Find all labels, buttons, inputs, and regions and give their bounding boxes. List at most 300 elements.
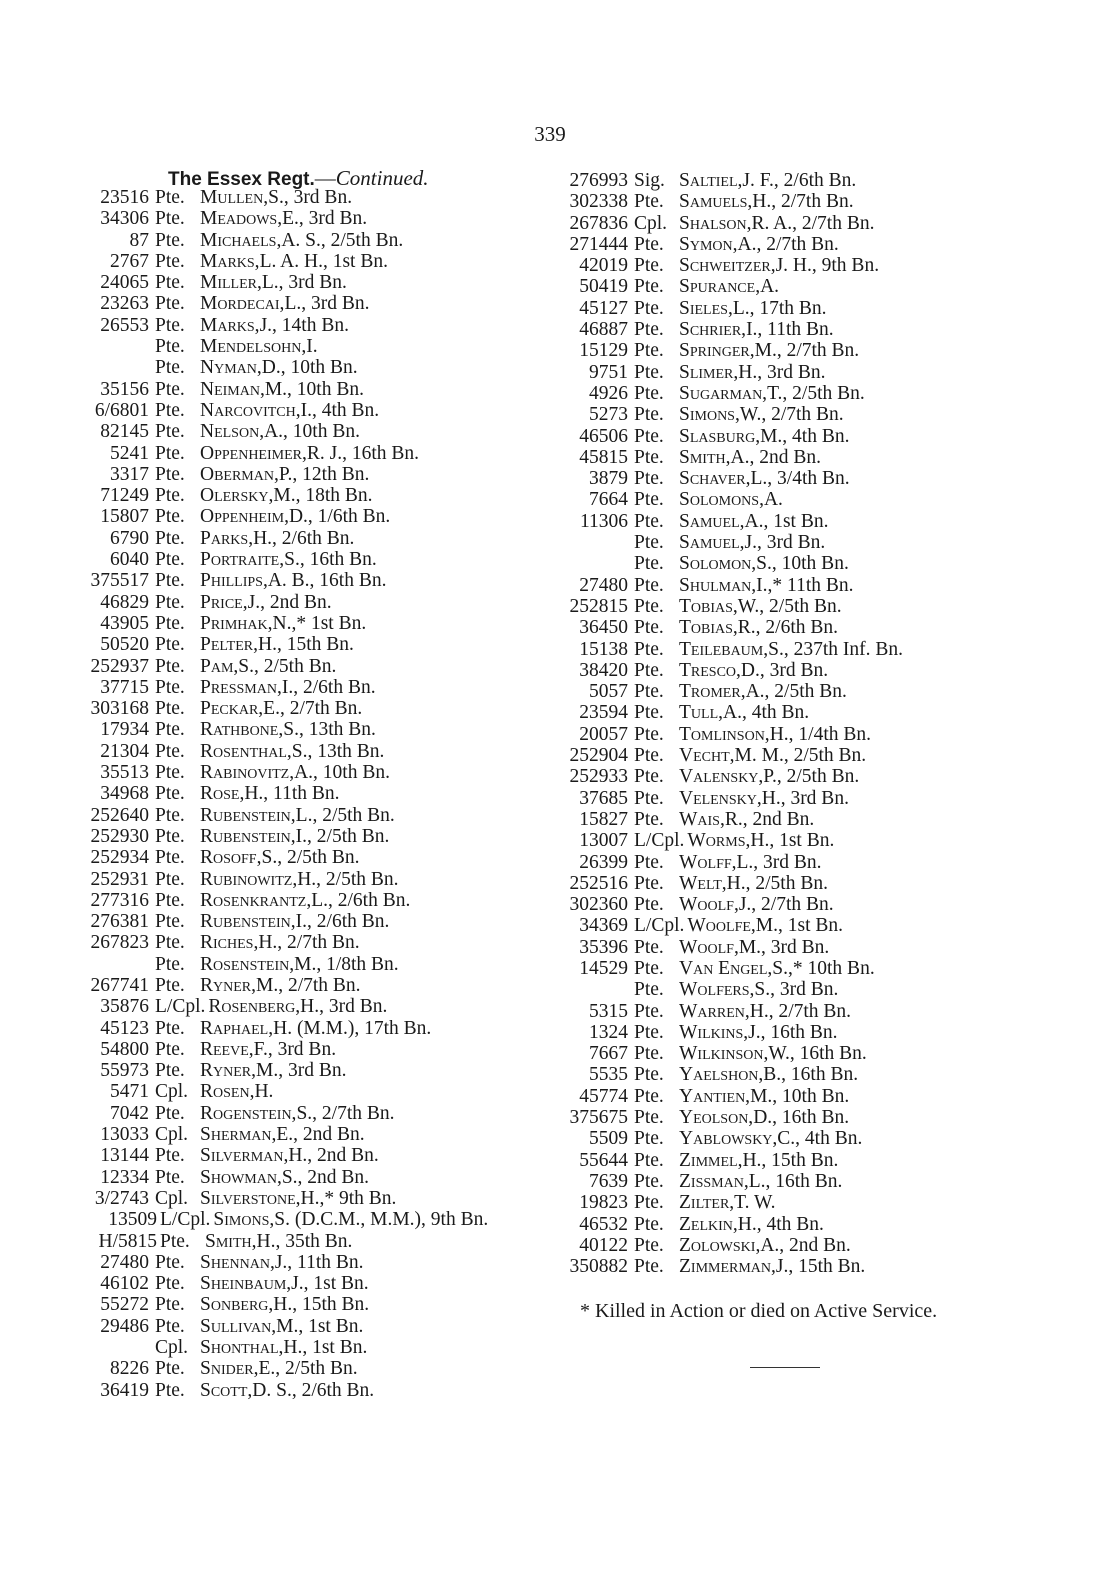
rank: Pte. [634, 681, 664, 703]
rank: Pte. [634, 595, 664, 617]
roll-entry [60, 656, 488, 677]
service-number [548, 979, 634, 1000]
rank: Pte. [155, 612, 185, 634]
details: M., 4th Bn. [760, 425, 850, 447]
surname: Symon, [679, 233, 738, 255]
rank: L/Cpl. [634, 830, 685, 852]
surname: Phillips, [200, 570, 268, 592]
service-number: 2767 [110, 250, 149, 272]
service-number: 267836 [569, 212, 628, 234]
rank: Pte. [155, 208, 185, 230]
rank: Pte. [634, 361, 664, 383]
surname: Samuel, [679, 532, 745, 554]
surname: Shulman, [679, 574, 757, 596]
service-number: 34369 [579, 915, 628, 937]
service-number: 267823 [90, 932, 149, 954]
surname: Meadows, [200, 208, 283, 230]
roll-entry [548, 894, 903, 915]
details: L., 3rd Bn. [736, 851, 822, 873]
surname: Zelkin, [679, 1213, 738, 1235]
service-number: 5535 [589, 1064, 628, 1086]
service-number: 7042 [110, 1102, 149, 1124]
details: J., 11th Bn. [274, 1251, 364, 1273]
surname: Sonberg, [200, 1294, 274, 1316]
surname: Sheinbaum, [200, 1273, 292, 1295]
right-column [548, 170, 903, 1277]
roll-entry [548, 532, 903, 553]
service-number: 5471 [110, 1081, 149, 1103]
service-number: 7664 [589, 489, 628, 511]
rank: Pte. [155, 868, 185, 890]
rank: Pte. [155, 527, 185, 549]
surname: Zimmel, [679, 1149, 743, 1171]
roll-entry [548, 319, 903, 340]
surname: Price, [200, 591, 248, 613]
roll-entry [60, 719, 488, 740]
service-number: 20057 [579, 723, 628, 745]
surname: Tresco, [679, 659, 741, 681]
service-number: 17934 [100, 719, 149, 741]
service-number: 45774 [579, 1085, 628, 1107]
surname: Zolowski, [679, 1234, 761, 1256]
roll-entry [60, 1060, 488, 1081]
details: R. A., 2/7th Bn. [751, 212, 875, 234]
details: H., 15th Bn. [742, 1149, 839, 1171]
service-number: 6/6801 [94, 399, 149, 421]
details: S., 2nd Bn. [281, 1166, 370, 1188]
rank: Pte. [634, 468, 664, 490]
roll-entry [548, 553, 903, 574]
surname: Rosenthal, [200, 740, 292, 762]
surname: Teilebaum, [679, 638, 769, 660]
rank: Pte. [634, 1107, 664, 1129]
surname: Tobias, [679, 595, 738, 617]
details: M., 2/7th Bn. [256, 974, 361, 996]
service-number: 35396 [579, 936, 628, 958]
rank: Sig. [634, 170, 665, 191]
details: A., 10th Bn. [294, 762, 390, 784]
rank: Pte. [160, 1230, 190, 1252]
service-number: 7639 [589, 1170, 628, 1192]
details: A., 2/7th Bn. [737, 233, 839, 255]
roll-entry [60, 400, 488, 421]
details: M., 10th Bn. [750, 1085, 850, 1107]
rank: Pte. [155, 399, 185, 421]
roll-entry [548, 1001, 903, 1022]
details: I., 2/5th Bn. [295, 825, 390, 847]
rank: Pte. [155, 506, 185, 528]
roll-entry [548, 1150, 903, 1171]
service-number [548, 553, 634, 574]
surname: Zissman, [679, 1170, 749, 1192]
details: A., 10th Bn. [264, 421, 360, 443]
rank: Pte. [155, 1315, 185, 1337]
surname: Worms, [687, 830, 751, 852]
rank: Pte. [155, 485, 185, 507]
roll-entry [60, 741, 488, 762]
details: A. S., 2/5th Bn. [281, 229, 404, 251]
service-number: 45123 [100, 1017, 149, 1039]
page-number: 339 [534, 122, 566, 146]
surname: Vecht, [679, 745, 735, 767]
service-number: 15138 [579, 638, 628, 660]
service-number: 46829 [100, 591, 149, 613]
service-number: 24065 [100, 272, 149, 294]
service-number: 23263 [100, 293, 149, 315]
roll-entry [60, 1018, 488, 1039]
rank: Pte. [155, 1017, 185, 1039]
rank: Pte. [634, 446, 664, 468]
service-number: 12334 [100, 1166, 149, 1188]
details: E., 2nd Bn. [276, 1124, 365, 1146]
roll-entry [60, 634, 488, 655]
rank: Pte. [634, 233, 664, 255]
details: S. (D.C.M., M.M.), 9th Bn. [274, 1209, 489, 1231]
service-number: 27480 [579, 574, 628, 596]
service-number: 303168 [90, 698, 149, 720]
service-number: 55272 [100, 1294, 149, 1316]
surname: Simons, [213, 1209, 275, 1231]
rank: Pte. [634, 1192, 664, 1214]
roll-entry [548, 958, 903, 979]
surname: Rabinovitz, [200, 762, 295, 784]
surname: Solomons, [679, 489, 764, 511]
roll-entry [60, 847, 488, 868]
service-number: 55644 [579, 1149, 628, 1171]
rank: Pte. [634, 1000, 664, 1022]
roll-entry [60, 996, 488, 1017]
service-number: 82145 [100, 421, 149, 443]
roll-entry [60, 1188, 488, 1209]
service-number: 34968 [100, 783, 149, 805]
roll-entry [60, 762, 488, 783]
roll-entry [548, 234, 903, 255]
service-number: 54800 [100, 1038, 149, 1060]
details: H., 2/7th Bn. [752, 191, 854, 213]
service-number: 13033 [100, 1124, 149, 1146]
roll-entry [60, 677, 488, 698]
footnote: * Killed in Action or died on Active Service. [580, 1300, 938, 1322]
surname: Wais, [679, 808, 725, 830]
details: I. [306, 336, 318, 358]
rank: Pte. [155, 953, 185, 975]
roll-entry [548, 1171, 903, 1192]
roll-entry [60, 379, 488, 400]
rank: Pte. [155, 570, 185, 592]
roll-entry [548, 766, 903, 787]
surname: Rogenstein, [200, 1102, 297, 1124]
roll-entry [548, 426, 903, 447]
roll-entry [548, 1022, 903, 1043]
roll-entry [60, 1209, 488, 1230]
roll-entry [548, 1086, 903, 1107]
service-number: 276381 [90, 911, 149, 933]
service-number: 277316 [90, 889, 149, 911]
service-number: 35513 [100, 762, 149, 784]
rank: Pte. [155, 357, 185, 379]
service-number: 14529 [579, 957, 628, 979]
details: M., 3rd Bn. [256, 1060, 347, 1082]
roll-entry [548, 745, 903, 766]
surname: Ryner, [200, 1060, 256, 1082]
rank: L/Cpl. [155, 996, 206, 1018]
details: H.,* 9th Bn. [300, 1187, 397, 1209]
details: A. [760, 276, 780, 298]
roll-entry [60, 485, 488, 506]
surname: Woolf, [679, 936, 739, 958]
details: J., 14th Bn. [259, 314, 349, 336]
rank: Pte. [155, 1358, 185, 1380]
details: S., 2/5th Bn. [261, 847, 360, 869]
surname: Wilkins, [679, 1021, 749, 1043]
roll-entry [548, 447, 903, 468]
details: R., 2/6th Bn. [737, 617, 839, 639]
rank: Pte. [634, 1256, 664, 1278]
rank: Pte. [155, 1273, 185, 1295]
details: S., 2/7th Bn. [296, 1102, 395, 1124]
service-number: H/5815 [98, 1230, 157, 1252]
rank: Pte. [155, 974, 185, 996]
rank: Cpl. [155, 1337, 189, 1359]
service-number: 46102 [100, 1273, 149, 1295]
roll-entry [548, 937, 903, 958]
rank: Pte. [634, 787, 664, 809]
details: M., 2/7th Bn. [754, 340, 860, 362]
rank: L/Cpl. [160, 1209, 211, 1231]
surname: Samuel, [679, 510, 745, 532]
roll-entry [548, 1235, 903, 1256]
roll-entry [60, 932, 488, 953]
rank: Pte. [155, 889, 185, 911]
service-number: 5057 [589, 681, 628, 703]
details: D. S., 2/6th Bn. [252, 1379, 375, 1401]
roll-entry [548, 1128, 903, 1149]
surname: Schaver, [679, 468, 751, 490]
details: A., 4th Bn. [723, 702, 810, 724]
details: I.,* 11th Bn. [756, 574, 854, 596]
roll-entry [60, 421, 488, 442]
rank: Pte. [155, 1294, 185, 1316]
roll-entry [548, 383, 903, 404]
rank: Pte. [155, 634, 185, 656]
details: H., 1st Bn. [750, 830, 835, 852]
roll-entry [548, 1214, 903, 1235]
surname: Snider, [200, 1358, 259, 1380]
surname: Welt, [679, 872, 727, 894]
surname: Rubinowitz, [200, 868, 298, 890]
surname: Shalson, [679, 212, 752, 234]
surname: Neiman, [200, 378, 265, 400]
details: S., 16th Bn. [284, 549, 377, 571]
surname: Michaels, [200, 229, 282, 251]
surname: Pam, [200, 655, 239, 677]
details: H., 3rd Bn. [761, 787, 849, 809]
details: H., 2nd Bn. [288, 1145, 379, 1167]
service-number: 252930 [90, 825, 149, 847]
details: H., 2/7th Bn. [749, 1000, 852, 1022]
service-number: 3317 [110, 463, 149, 485]
rank: Pte. [155, 187, 185, 208]
details: T. W. [734, 1192, 776, 1214]
rank: Pte. [155, 1145, 185, 1167]
rank: Pte. [634, 1021, 664, 1043]
service-number: 38420 [579, 659, 628, 681]
roll-entry [548, 1256, 903, 1277]
service-number: 23594 [579, 702, 628, 724]
surname: Oppenheimer, [200, 442, 307, 464]
rank: Pte. [634, 191, 664, 213]
service-number: 6790 [110, 527, 149, 549]
surname: Yaelshon, [679, 1064, 764, 1086]
details: P., 2/5th Bn. [763, 766, 860, 788]
service-number [60, 336, 155, 357]
rank: Cpl. [155, 1081, 189, 1103]
details: W., 2/7th Bn. [739, 404, 844, 426]
surname: Smith, [679, 446, 731, 468]
service-number: 40122 [579, 1234, 628, 1256]
rank: Pte. [155, 229, 185, 251]
rank: Pte. [155, 378, 185, 400]
surname: Portraite, [200, 549, 285, 571]
rank: Pte. [634, 553, 664, 575]
roll-entry [548, 213, 903, 234]
rank: Pte. [155, 1060, 185, 1082]
roll-entry [548, 404, 903, 425]
roll-entry [548, 511, 903, 532]
service-number: 375675 [569, 1107, 628, 1129]
service-number: 1324 [589, 1021, 628, 1043]
rank: L/Cpl. [634, 915, 685, 937]
rank: Pte. [155, 1379, 185, 1401]
rank: Pte. [634, 851, 664, 873]
surname: Yantien, [679, 1085, 751, 1107]
details: S., 10th Bn. [756, 553, 849, 575]
surname: Raphael, [200, 1017, 274, 1039]
roll-entry [60, 357, 488, 378]
service-number: 37715 [100, 676, 149, 698]
details: H., 3rd Bn. [300, 996, 388, 1018]
roll-entry [60, 506, 488, 527]
details: L., 16th Bn. [748, 1170, 843, 1192]
roll-entry [548, 489, 903, 510]
details: H., 1/4th Bn. [769, 723, 871, 745]
rank: Pte. [155, 421, 185, 443]
details: A. B., 16th Bn. [267, 570, 387, 592]
details: H., 2/7th Bn. [258, 932, 360, 954]
details: M., 10th Bn. [264, 378, 364, 400]
roll-entry [548, 702, 903, 723]
roll-entry [548, 873, 903, 894]
roll-entry [60, 443, 488, 464]
roll-entry [60, 826, 488, 847]
roll-entry [60, 869, 488, 890]
details: T., 2/5th Bn. [767, 382, 865, 404]
rank: Pte. [155, 314, 185, 336]
rank: Pte. [634, 489, 664, 511]
surname: Mordecai, [200, 293, 285, 315]
service-number: 13509 [108, 1209, 157, 1231]
surname: Velensky, [679, 787, 762, 809]
rank: Cpl. [634, 212, 668, 234]
details: M., 1st Bn. [755, 915, 844, 937]
details: W., 2/5th Bn. [737, 595, 842, 617]
details: P., 12th Bn. [278, 463, 370, 485]
details: A., 2/5th Bn. [745, 681, 847, 703]
roll-entry [548, 979, 903, 1000]
roll-entry [60, 208, 488, 229]
service-number: 271444 [569, 233, 628, 255]
roll-entry [548, 915, 903, 936]
roll-entry [60, 570, 488, 591]
service-number: 21304 [100, 740, 149, 762]
surname: Solomon, [679, 553, 757, 575]
roll-entry [60, 613, 488, 634]
surname: Mullen, [200, 187, 269, 208]
details: S., 237th Inf. Bn. [768, 638, 904, 660]
details: M., 18th Bn. [273, 485, 373, 507]
details: D., 10th Bn. [261, 357, 358, 379]
details: A. [763, 489, 783, 511]
rank: Pte. [634, 638, 664, 660]
roll-entry [60, 890, 488, 911]
surname: Sieles, [679, 297, 733, 319]
section-divider [750, 1367, 820, 1368]
rank: Pte. [155, 250, 185, 272]
rank: Pte. [634, 894, 664, 916]
surname: Simons, [679, 404, 740, 426]
details: D., 3rd Bn. [740, 659, 829, 681]
rank: Pte. [155, 932, 185, 954]
service-number: 50419 [579, 276, 628, 298]
details: L., 17th Bn. [732, 297, 827, 319]
surname: Warren, [679, 1000, 750, 1022]
roll-entry [60, 1124, 488, 1145]
service-number: 36450 [579, 617, 628, 639]
rank: Pte. [634, 702, 664, 724]
roll-entry [60, 1103, 488, 1124]
service-number: 302360 [569, 894, 628, 916]
surname: Rosenstein, [200, 953, 295, 975]
surname: Slimer, [679, 361, 739, 383]
roll-entry [60, 549, 488, 570]
details: B., 16th Bn. [763, 1064, 859, 1086]
service-number: 45127 [579, 297, 628, 319]
service-number: 252934 [90, 847, 149, 869]
roll-entry [60, 272, 488, 293]
details: E., 2/5th Bn. [258, 1358, 358, 1380]
rank: Pte. [634, 1234, 664, 1256]
rank: Pte. [634, 872, 664, 894]
roll-entry [60, 592, 488, 613]
rank: Pte. [155, 463, 185, 485]
surname: Marks, [200, 250, 260, 272]
surname: Olersky, [200, 485, 274, 507]
service-number: 87 [129, 229, 149, 251]
details: M., 1st Bn. [276, 1315, 364, 1337]
surname: Oberman, [200, 463, 279, 485]
service-number: 15807 [100, 506, 149, 528]
surname: Sullivan, [200, 1315, 277, 1337]
surname: Rubenstein, [200, 825, 296, 847]
details: J., 3rd Bn. [744, 532, 826, 554]
details: R. J., 16th Bn. [306, 442, 420, 464]
rank: Pte. [634, 340, 664, 362]
service-number: 37685 [579, 787, 628, 809]
service-number: 267741 [90, 974, 149, 996]
service-number: 11306 [579, 510, 628, 532]
rank: Pte. [155, 1102, 185, 1124]
details: E., 3rd Bn. [282, 208, 368, 230]
